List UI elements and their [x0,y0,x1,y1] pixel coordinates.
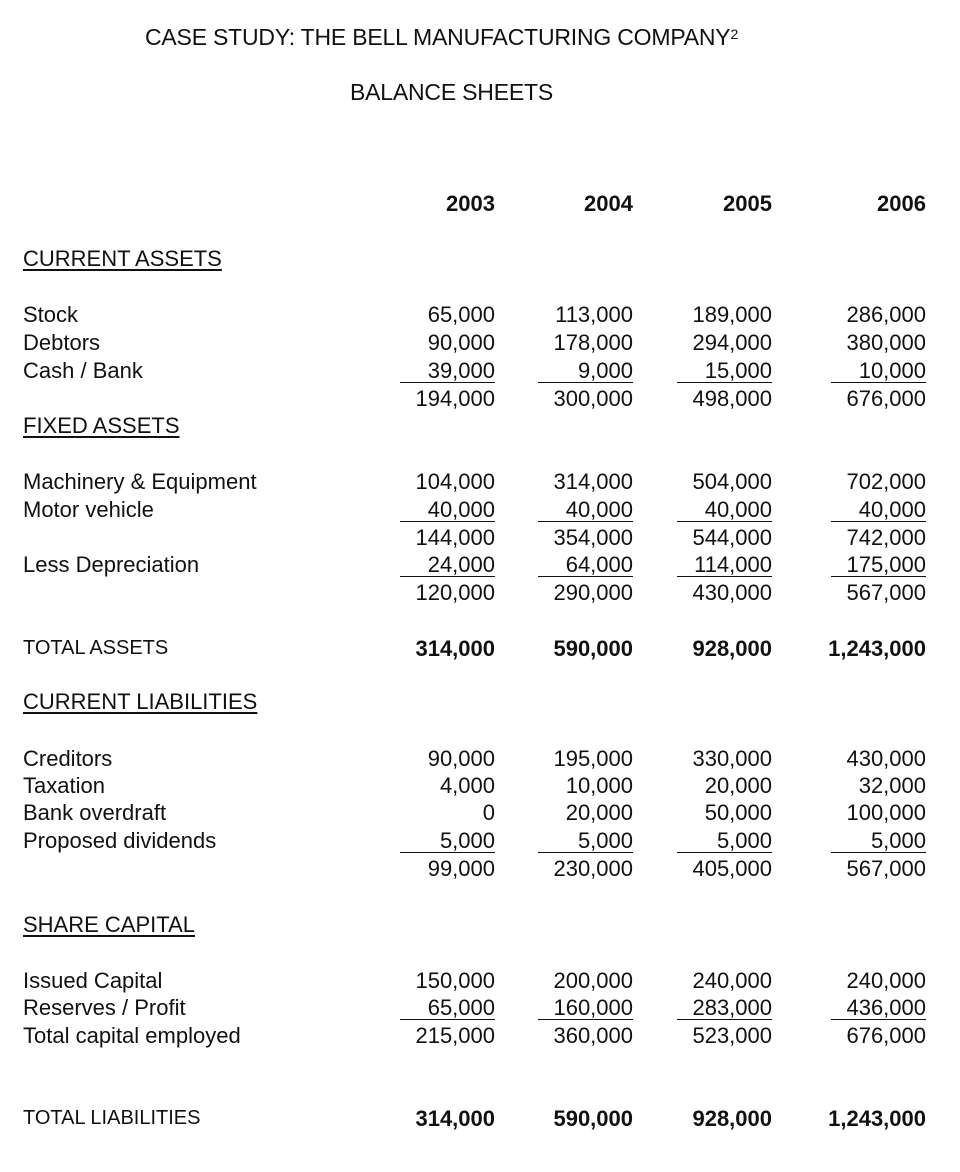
figure-cell: 283,000 [692,995,772,1020]
figure-cell: 150,000 [415,968,495,993]
figure-cell: 5,000 [716,828,772,853]
section-heading-current-assets: CURRENT ASSETS [23,246,222,271]
title-text: CASE STUDY: THE BELL MANUFACTURING COMPANY [145,24,731,50]
subtotal-rule [677,1019,772,1020]
year-header: 2005 [723,191,772,216]
figure-cell: 175,000 [846,552,926,577]
figure-cell: 5,000 [577,828,633,853]
subtotal-rule [677,382,772,383]
figure-cell: 120,000 [415,580,495,605]
section-heading-share-capital: SHARE CAPITAL [23,912,195,937]
figure-cell: 498,000 [692,386,772,411]
figure-cell: 928,000 [692,636,772,661]
figure-cell: 50,000 [704,800,772,825]
figure-cell: 20,000 [565,800,633,825]
figure-cell: 178,000 [553,330,633,355]
figure-cell: 590,000 [553,1106,633,1131]
figure-cell: 430,000 [692,580,772,605]
figure-cell: 504,000 [692,469,772,494]
figure-cell: 40,000 [858,497,926,522]
figure-cell: 430,000 [846,746,926,771]
figure-cell: 194,000 [415,386,495,411]
subtotal-rule [831,576,926,577]
figure-cell: 380,000 [846,330,926,355]
figure-cell: 240,000 [846,968,926,993]
figure-cell: 15,000 [704,358,772,383]
figure-cell: 1,243,000 [828,636,926,661]
figure-cell: 64,000 [565,552,633,577]
figure-cell: 230,000 [553,856,633,881]
figure-cell: 24,000 [427,552,495,577]
document-title [145,26,738,49]
section-heading-fixed-assets: FIXED ASSETS [23,413,180,438]
subtotal-rule [538,521,633,522]
figure-cell: 32,000 [858,773,926,798]
subtotal-rule [400,852,495,853]
row-label-reserves-profit: Reserves / Profit [23,995,186,1020]
figure-cell: 294,000 [692,330,772,355]
figure-cell: 360,000 [553,1023,633,1048]
row-label-stock: Stock [23,302,79,327]
figure-cell: 240,000 [692,968,772,993]
row-label-total-liabilities: TOTAL LIABILITIES [23,1107,201,1129]
figure-cell: 114,000 [694,552,772,577]
figure-cell: 290,000 [553,580,633,605]
row-label-total-assets: TOTAL ASSETS [23,637,169,659]
figure-cell: 160,000 [553,995,633,1020]
subtotal-rule [400,1019,495,1020]
figure-cell: 330,000 [692,746,772,771]
figure-cell: 567,000 [846,580,926,605]
subtotal-rule [400,382,495,383]
figure-cell: 200,000 [553,968,633,993]
figure-cell: 144,000 [415,525,495,550]
figure-cell: 300,000 [553,386,633,411]
figure-cell: 702,000 [846,469,926,494]
figure-cell: 113,000 [555,302,633,327]
row-label-taxation: Taxation [23,773,105,798]
title-footnote-marker: 2 [730,26,739,42]
figure-cell: 286,000 [846,302,926,327]
figure-cell: 523,000 [692,1023,772,1048]
figure-cell: 405,000 [692,856,772,881]
figure-cell: 5,000 [439,828,495,853]
figure-cell: 90,000 [427,330,495,355]
figure-cell: 10,000 [565,773,633,798]
row-label-creditors: Creditors [23,746,113,771]
figure-cell: 40,000 [427,497,495,522]
document-subtitle: BALANCE SHEETS [350,79,553,105]
row-label-issued-capital: Issued Capital [23,968,163,993]
subtotal-rule [831,521,926,522]
figure-cell: 436,000 [846,995,926,1020]
figure-cell: 928,000 [692,1106,772,1131]
figure-cell: 314,000 [553,469,633,494]
year-header: 2003 [446,191,495,216]
subtotal-rule [538,576,633,577]
figure-cell: 65,000 [427,302,495,327]
figure-cell: 40,000 [704,497,772,522]
figure-cell: 195,000 [553,746,633,771]
subtotal-rule [677,852,772,853]
row-label-motor-vehicle: Motor vehicle [23,497,154,522]
row-label-machinery: Machinery & Equipment [23,469,257,494]
subtotal-rule [400,576,495,577]
figure-cell: 354,000 [553,525,633,550]
figure-cell: 676,000 [846,386,926,411]
row-label-proposed-dividends: Proposed dividends [23,828,217,853]
row-label-cash-bank: Cash / Bank [23,358,143,383]
figure-cell: 90,000 [427,746,495,771]
figure-cell: 100,000 [846,800,926,825]
subtotal-rule [831,852,926,853]
row-label-debtors: Debtors [23,330,101,355]
subtotal-rule [677,576,772,577]
figure-cell: 9,000 [577,358,633,383]
figure-cell: 314,000 [415,1106,495,1131]
figure-cell: 590,000 [553,636,633,661]
subtotal-rule [400,521,495,522]
row-label-depreciation: Less Depreciation [23,552,200,577]
figure-cell: 99,000 [427,856,495,881]
figure-cell: 676,000 [846,1023,926,1048]
figure-cell: 215,000 [415,1023,495,1048]
figure-cell: 104,000 [415,469,495,494]
figure-cell: 189,000 [692,302,772,327]
figure-cell: 1,243,000 [828,1106,926,1131]
year-header: 2006 [877,191,926,216]
figure-cell: 39,000 [427,358,495,383]
subtotal-rule [677,521,772,522]
subtotal-rule [831,1019,926,1020]
figure-cell: 742,000 [846,525,926,550]
figure-cell: 544,000 [692,525,772,550]
figure-cell: 40,000 [565,497,633,522]
subtotal-rule [538,852,633,853]
figure-cell: 567,000 [846,856,926,881]
figure-cell: 314,000 [415,636,495,661]
subtotal-rule [831,382,926,383]
figure-cell: 4,000 [439,773,495,798]
subtotal-rule [538,382,633,383]
figure-cell: 65,000 [427,995,495,1020]
subtotal-rule [538,1019,633,1020]
row-label-bank-overdraft: Bank overdraft [23,800,167,825]
section-heading-current-liabilities: CURRENT LIABILITIES [23,689,258,714]
figure-cell: 0 [482,800,495,825]
figure-cell: 5,000 [870,828,926,853]
year-header: 2004 [584,191,633,216]
row-label-total-capital-employed: Total capital employed [23,1023,241,1048]
figure-cell: 20,000 [704,773,772,798]
figure-cell: 10,000 [858,358,926,383]
